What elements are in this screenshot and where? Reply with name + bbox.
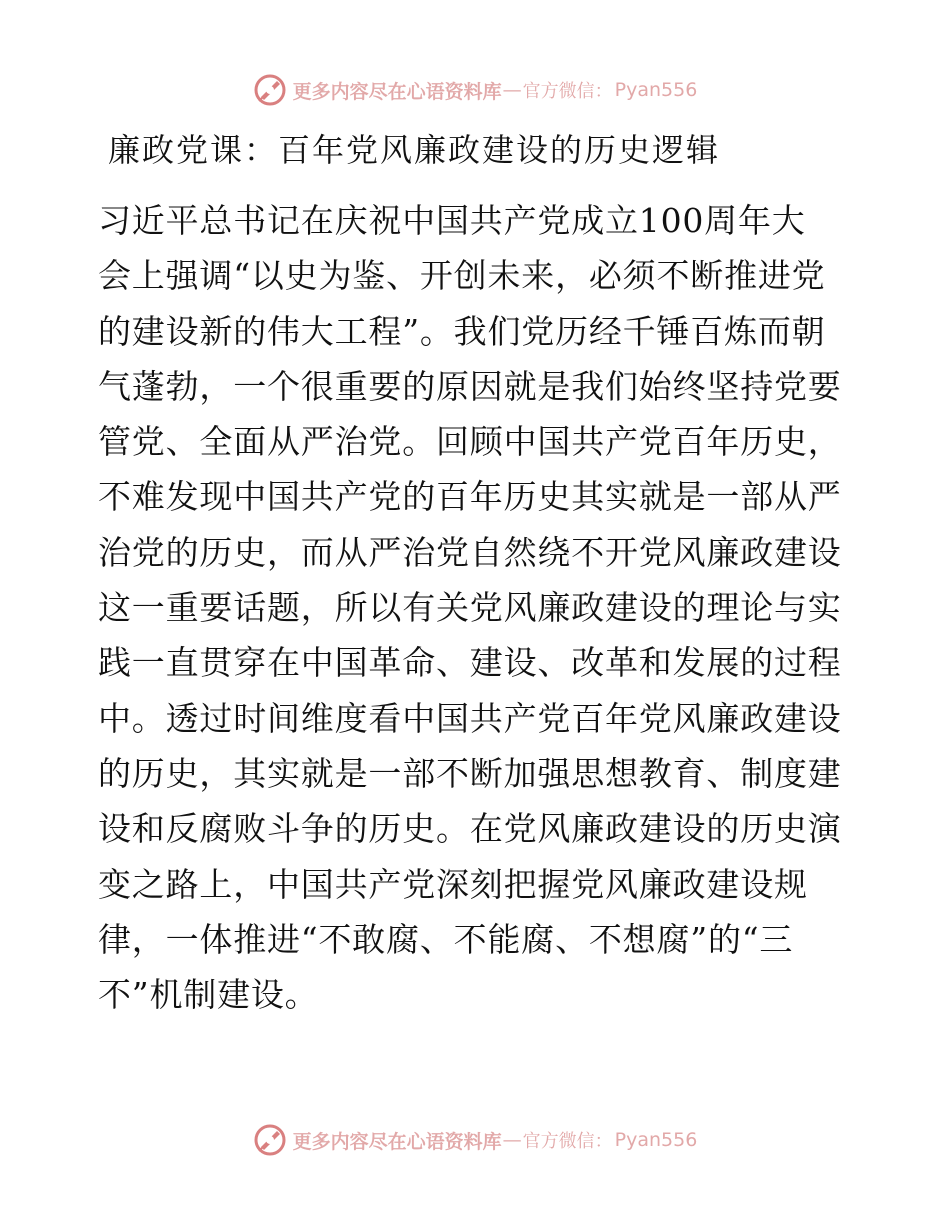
watermark-text: 更多内容尽在心语资料库 — [292, 80, 502, 103]
body-line: 的建设新的伟大工程”。我们党历经千锤百炼而朝 — [98, 311, 826, 351]
body-line: 变之路上，中国共产党深刻把握党风廉政建设规 — [98, 864, 808, 904]
body-line: 设和反腐败斗争的历史。在党风廉政建设的历史演 — [98, 809, 842, 849]
body-line: 中。透过时间维度看中国共产党百年党风廉政建设 — [98, 698, 842, 738]
watermark-handle: Pyan556 — [614, 1129, 698, 1151]
watermark-logo-icon — [253, 1123, 287, 1157]
header-watermark — [0, 70, 950, 110]
body-line: 不难发现中国共产党的百年历史其实就是一部从严 — [98, 477, 842, 517]
body-line: 管党、全面从严治党。回顾中国共产党百年历史， — [98, 422, 842, 462]
watermark-handle: Pyan556 — [614, 79, 698, 101]
body-line: 这一重要话题，所以有关党风廉政建设的理论与实 — [98, 588, 842, 628]
watermark-dash: — — [502, 79, 522, 101]
watermark-id-label: 官方微信： — [522, 1131, 613, 1152]
body-line: 的历史，其实就是一部不断加强思想教育、制度建 — [98, 753, 842, 793]
watermark-id-label: 官方微信： — [522, 81, 613, 102]
watermark-dash: — — [502, 1129, 522, 1151]
body-line: 律，一体推进“不敢腐、不能腐、不想腐”的“三 — [98, 919, 794, 959]
body-line: 习近平总书记在庆祝中国共产党成立100周年大 — [98, 201, 806, 240]
document-title: 廉政党课：百年党风廉政建设的历史逻辑 — [108, 131, 721, 169]
watermark-text: 更多内容尽在心语资料库 — [292, 1130, 502, 1153]
watermark-logo-icon — [253, 73, 287, 107]
document-body — [98, 193, 858, 1022]
footer-watermark — [0, 1120, 950, 1160]
body-line: 践一直贯穿在中国革命、建设、改革和发展的过程 — [98, 643, 842, 683]
body-line: 不”机制建设。 — [98, 975, 319, 1015]
body-line: 气蓬勃，一个很重要的原因就是我们始终坚持党要 — [98, 366, 842, 406]
body-line: 治党的历史，而从严治党自然绕不开党风廉政建设 — [98, 532, 842, 572]
body-line: 会上强调“以史为鉴、开创未来，必须不断推进党 — [98, 256, 826, 296]
